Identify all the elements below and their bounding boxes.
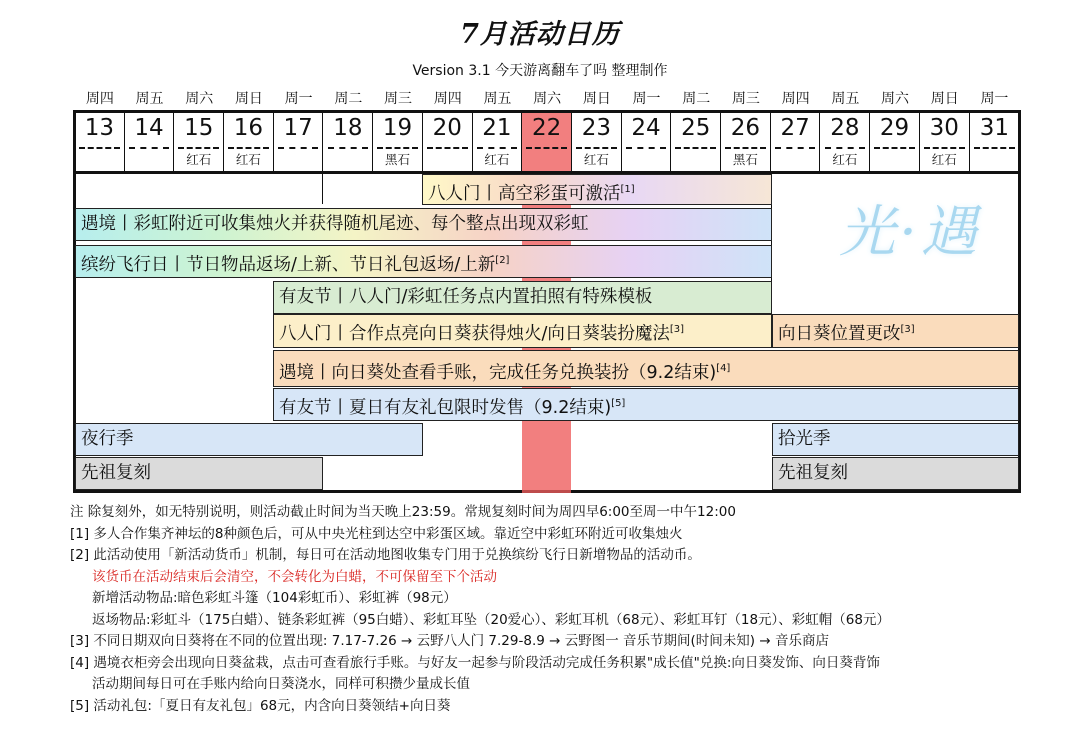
event-label: 遇境丨向日葵处查看手账，完成任务兑换装扮（9.2结束): [279, 363, 717, 383]
day-divider: [427, 147, 468, 149]
event-summer-pack: [273, 388, 1019, 421]
note-2-returning-items: 返场物品:彩虹斗（175白蜡）、链条彩虹裤（95白蜡）、彩虹耳坠（20爱心）、彩虹耳机（68元）、彩虹耳钉（18元）、彩虹帽（68元）: [92, 611, 890, 628]
event-sunflower-location: [772, 314, 1019, 348]
shard-tag: 红石: [832, 152, 858, 167]
note-4-extra: 活动期间每日可在手账内给向日葵浇水，同样可积攒少量成长值: [92, 676, 470, 692]
ref-mark: [4]: [716, 363, 731, 374]
day-number: 23: [581, 115, 611, 141]
day-number: 30: [929, 115, 959, 141]
ref-mark: [3]: [669, 324, 685, 335]
day-cell: [522, 113, 572, 172]
day-cell: [174, 113, 224, 172]
note-2-new-items: 新增活动物品:暗色彩虹斗篷（104彩虹币）、彩虹裤（98元）: [92, 590, 457, 606]
day-divider: [874, 147, 915, 149]
note-2-warning: 该货币在活动结束后会清空，不会转化为白蜡，不可保留至下个活动: [92, 568, 497, 585]
weekday-label: 周六: [881, 91, 910, 107]
ref-mark: [1]: [620, 184, 635, 195]
weekday-label: 周六: [533, 91, 562, 107]
note-general: 注 除复刻外，如无特别说明，则活动截止时间为当天晚上23:59。常规复刻时间为周四早6:00至周一中午12:00: [70, 504, 736, 520]
day-divider: [775, 147, 816, 149]
page-title: 7月活动日历: [460, 19, 620, 50]
note-2: [2] 此活动使用「新活动货币」机制，每日可在活动地图收集专门用于兑换缤纷飞行日新增物品的活动币。: [70, 547, 701, 563]
event-light-gathering-season: [772, 423, 1019, 456]
weekday-label: 周四: [433, 91, 462, 107]
event-label: 有友节丨夏日有友礼包限时发售（9.2结束): [279, 398, 612, 418]
day-divider: [228, 147, 269, 149]
event-friendship-photo: [273, 281, 772, 314]
weekday-label: 周二: [682, 91, 711, 107]
day-cell: [721, 113, 771, 172]
event-spirit-rerun: [772, 457, 1019, 490]
weekday-label: 周一: [980, 91, 1009, 107]
day-divider: [924, 147, 965, 149]
day-cell: [821, 113, 871, 172]
shard-tag: 红石: [931, 152, 957, 167]
day-divider: [477, 147, 518, 149]
day-cell: [970, 113, 1020, 172]
event-rainbow-realm: [75, 208, 772, 241]
shard-tag: 红石: [484, 152, 510, 167]
note-3: [3] 不同日期双向日葵将在不同的位置出现: 7.17-7.26 → 云野八人门 7.29-8.9 → 云野图一 音乐节期间(时间未知) → 音乐商店: [70, 633, 829, 649]
day-cell: [373, 113, 423, 172]
day-divider: [825, 147, 866, 149]
event-label: 先祖复刻: [778, 463, 848, 483]
day-number: 25: [681, 115, 711, 141]
weekday-label: 周日: [582, 91, 611, 107]
weekday-label: 周三: [731, 91, 760, 107]
day-number: 31: [979, 115, 1010, 141]
day-divider: [178, 147, 219, 149]
note-4: [4] 遇境衣柜旁会出现向日葵盆栽，点击可查看旅行手账。与好友一起参与阶段活动完成任务积累"成长值"兑换:向日葵发饰、向日葵背饰: [70, 654, 880, 671]
day-number: 22: [532, 115, 562, 141]
day-cell: [671, 113, 721, 172]
day-number: 18: [333, 115, 363, 141]
event-night-season: [75, 423, 423, 456]
event-label: 遇境丨彩虹附近可收集烛火并获得随机尾迹、每个整点出现双彩虹: [81, 214, 589, 234]
day-divider: [576, 147, 617, 149]
ref-mark: [5]: [611, 398, 626, 409]
day-divider: [626, 147, 667, 149]
ref-mark: [3]: [900, 324, 915, 335]
shard-tag: 红石: [583, 152, 609, 167]
event-label: 有友节丨八人门/彩虹任务点内置拍照有特殊模板: [279, 287, 653, 307]
weekday-label: 周六: [185, 91, 214, 107]
day-number: 13: [84, 115, 114, 141]
day-number: 16: [233, 115, 264, 141]
day-cell: [224, 113, 274, 172]
event-label: 八人门丨合作点亮向日葵获得烛火/向日葵装扮魔法: [279, 324, 670, 344]
day-number: 17: [283, 115, 313, 141]
note-5: [5] 活动礼包:「夏日有友礼包」68元，内含向日葵领结+向日葵: [70, 697, 451, 714]
day-cell: [274, 113, 324, 172]
day-cell: [125, 113, 175, 172]
event-colorful-flight-day: [75, 245, 772, 278]
day-number: 26: [730, 115, 761, 141]
day-cell: [622, 113, 672, 172]
shard-tag: 红石: [235, 152, 261, 167]
shard-tag: 黑石: [385, 152, 411, 167]
day-cell: [870, 113, 920, 172]
grid-line: [322, 174, 323, 204]
shard-tag: 红石: [186, 152, 212, 167]
day-number: 28: [830, 115, 860, 141]
weekday-label: 周五: [135, 91, 164, 107]
notes-section: [70, 502, 890, 717]
weekday-label: 周一: [284, 91, 313, 107]
weekday-label: 周日: [930, 91, 959, 107]
day-number: 21: [482, 115, 512, 141]
event-label: 向日葵位置更改: [778, 324, 901, 344]
note-1: [1] 多人合作集齐神坛的8种颜色后，可从中央光柱到达空中彩蛋区域。靠近空中彩虹环附近可收集烛火: [70, 525, 683, 542]
day-divider: [974, 147, 1016, 149]
event-spirit-rerun: [75, 457, 323, 490]
event-label: 拾光季: [778, 429, 831, 449]
page-subtitle: Version 3.1 今天游离翻车了吗 整理制作: [412, 63, 668, 79]
day-cell: [75, 113, 125, 172]
weekday-label: 周四: [781, 91, 810, 107]
game-logo: 光·遇: [839, 200, 981, 265]
ref-mark: [2]: [495, 255, 510, 266]
day-cell: [473, 113, 523, 172]
day-divider: [526, 147, 567, 149]
day-cell: [423, 113, 473, 172]
day-cell: [920, 113, 970, 172]
event-label: 夜行季: [81, 429, 134, 449]
day-divider: [79, 147, 120, 149]
weekday-label: 周四: [85, 91, 114, 107]
event-label: 缤纷飞行日丨节日物品返场/上新、节日礼包返场/上新: [81, 255, 496, 275]
day-number: 27: [780, 115, 810, 141]
day-divider: [377, 147, 418, 149]
day-number: 19: [382, 115, 413, 141]
event-label: 先祖复刻: [81, 463, 151, 483]
weekday-label: 周五: [831, 91, 860, 107]
day-cell: [572, 113, 622, 172]
weekday-label: 周五: [483, 91, 512, 107]
day-number: 14: [134, 115, 164, 141]
day-cell: [771, 113, 821, 172]
shard-tag: 黑石: [732, 152, 758, 167]
event-sunflower-magic: [273, 314, 772, 348]
day-divider: [328, 147, 369, 149]
day-divider: [278, 147, 319, 149]
day-divider: [675, 147, 716, 149]
weekday-label: 周三: [384, 91, 413, 107]
event-eight-door-egg: [422, 174, 772, 205]
day-number: 24: [631, 115, 661, 141]
event-sunflower-journal: [273, 350, 1019, 387]
event-label: 八人门丨高空彩蛋可激活: [428, 184, 621, 204]
day-divider: [129, 147, 170, 149]
weekday-label: 周日: [234, 91, 263, 107]
day-number: 29: [879, 115, 910, 141]
day-number: 20: [432, 115, 462, 141]
weekday-label: 周一: [632, 91, 661, 107]
day-cell: [324, 113, 374, 172]
weekday-label: 周二: [334, 91, 363, 107]
day-number: 15: [184, 115, 214, 141]
day-divider: [725, 147, 766, 149]
